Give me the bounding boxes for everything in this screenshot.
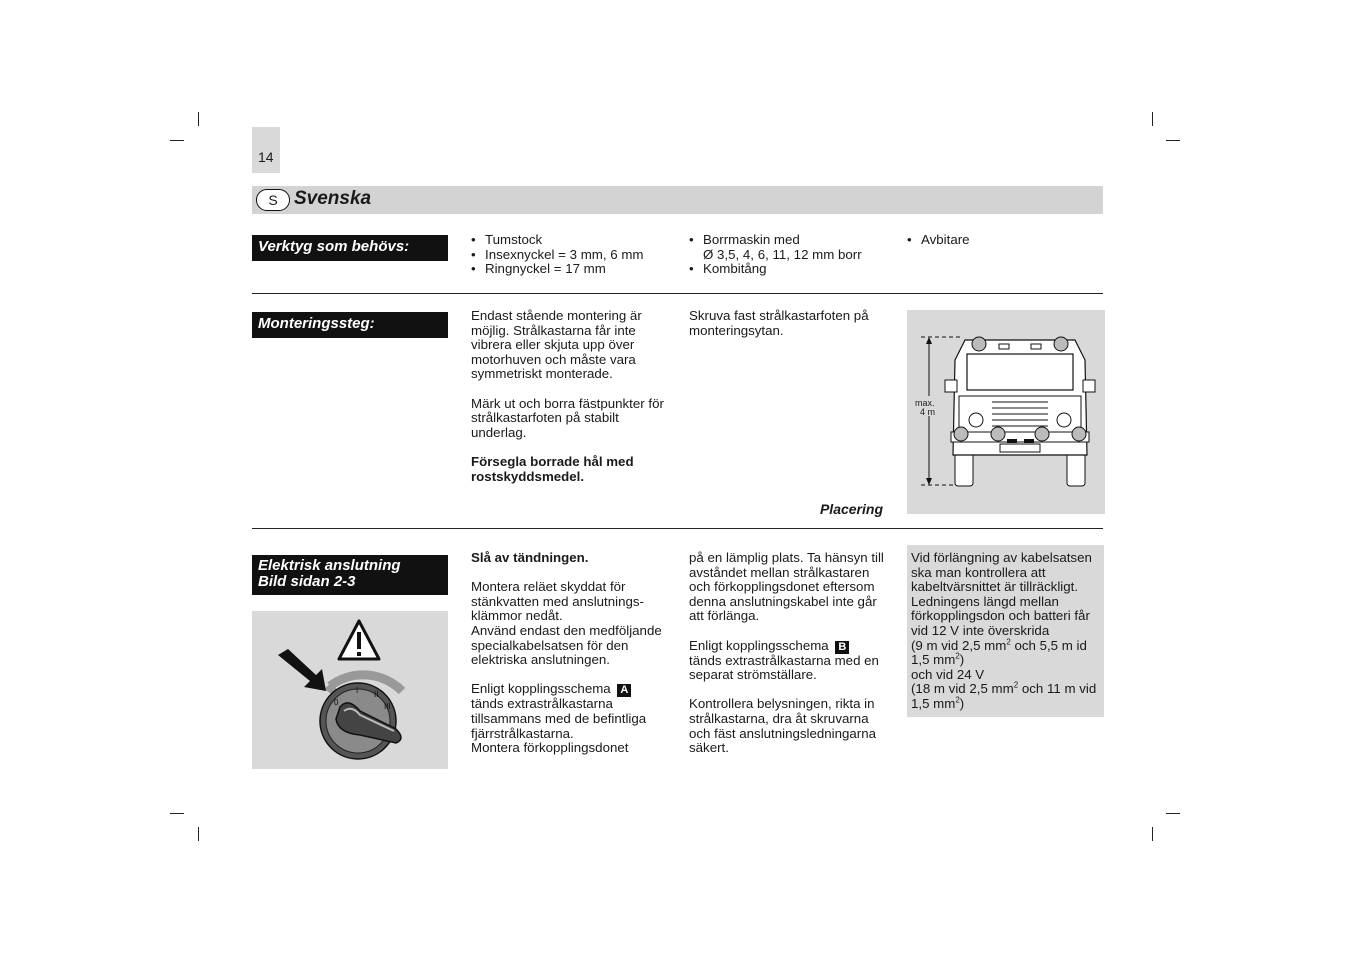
exponent: 2	[955, 651, 960, 661]
mounting-paragraph: Skruva fast strålkastarfoten på monteringsytan.	[689, 308, 869, 338]
tools-list-2	[689, 233, 894, 277]
vehicle-figure	[907, 310, 1105, 514]
list-item: • Tumstock	[471, 233, 671, 248]
electrical-paragraph: Kontrollera belysningen, rikta in strålkastarna, dra åt skruvarna och fäst anslutningsledningarna säkert.	[689, 696, 877, 756]
text-fragment: (9 m vid 2,5 mm	[911, 637, 1007, 653]
section-divider	[252, 293, 1103, 294]
electrical-label-line2: Bild sidan 2-3	[258, 573, 356, 590]
electrical-text-col2	[689, 551, 889, 770]
mounting-warning: Försegla borrade hål med rostskyddsmedel.	[471, 453, 634, 484]
text-fragment: )	[959, 695, 965, 711]
tools-list-1	[471, 233, 671, 277]
text-fragment: och 5,5 m id 1,5 mm	[911, 637, 1087, 668]
tools-label: Verktyg som behövs:	[252, 235, 448, 261]
list-item: • Kombitång	[689, 262, 894, 277]
ignition-switch-illustration	[252, 611, 448, 769]
electrical-paragraph: Montera reläet skyddat för stänkvatten med anslutnings-klämmor nedåt. Använd endast den medföljande specialkabelsatsen för den elektriska anslutningen.	[471, 579, 662, 668]
text-fragment: och 11 m vid 1,5 mm	[911, 681, 1097, 711]
list-item: • Borrmaskin med Ø 3,5, 4, 6, 11, 12 mm borr	[689, 233, 894, 262]
switch-label: II	[374, 690, 379, 699]
ignition-switch-figure	[252, 611, 448, 769]
crop-mark	[170, 813, 184, 814]
text-fragment: Enligt kopplingsschema	[689, 637, 829, 653]
switch-label: 0	[334, 698, 339, 707]
language-bar	[252, 186, 1103, 214]
exponent: 2	[1006, 637, 1011, 647]
figure-caption: Placering	[819, 501, 883, 517]
mounting-text-col1	[471, 309, 666, 499]
electrical-label-line1: Elektrisk anslutning	[258, 557, 401, 574]
crop-mark	[198, 827, 199, 841]
electrical-label	[252, 555, 448, 595]
text-fragment: tänds extrastrålkastarna med en separat strömställare.	[689, 652, 879, 683]
switch-label: I	[356, 686, 359, 695]
note-12v	[911, 639, 1100, 668]
text-fragment: Enligt kopplingsschema	[471, 681, 611, 697]
mounting-label: Monteringssteg:	[252, 312, 448, 338]
crop-mark	[1166, 813, 1180, 814]
language-code-badge: S	[256, 189, 290, 211]
note-24v	[911, 682, 1100, 711]
electrical-paragraph	[689, 639, 889, 683]
list-item: • Ringnyckel = 17 mm	[471, 262, 671, 277]
text-fragment: )	[959, 652, 965, 668]
electrical-paragraph	[471, 682, 671, 755]
tools-list-3	[907, 233, 1097, 248]
diagram-key-a: A	[617, 684, 631, 697]
electrical-paragraph: på en lämplig plats. Ta hänsyn till avståndet mellan strålkastaren och förkopplingsdonet eftersom denna anslutningskabel inte går att förlänga.	[689, 550, 884, 624]
warning-icon	[339, 621, 379, 659]
exponent: 2	[955, 695, 960, 705]
vehicle-front-illustration	[907, 310, 1105, 514]
language-title: Svenska	[294, 188, 372, 209]
height-value: 4 m	[920, 407, 936, 417]
mounting-paragraph: Märk ut och borra fästpunkter för strålkastarfoten på stabilt underlag.	[471, 395, 664, 440]
crop-mark	[1152, 112, 1153, 126]
page-number: 14	[258, 149, 274, 165]
text-fragment: (18 m vid 2,5 mm	[911, 681, 1014, 697]
cable-note-box	[907, 545, 1104, 717]
switch-label: III	[384, 702, 391, 711]
mounting-paragraph: Endast stående montering är möjlig. Strålkastarna får inte vibrera eller skjuta upp över motorhuven och måste vara symmetriskt monterade.	[471, 308, 642, 382]
crop-mark	[1152, 827, 1153, 841]
exponent: 2	[1013, 680, 1019, 690]
crop-mark	[198, 112, 199, 126]
list-item: • Insexnyckel = 3 mm, 6 mm	[471, 248, 671, 263]
list-item: • Avbitare	[907, 233, 1097, 248]
mounting-text-col2	[689, 309, 889, 353]
electrical-heading: Slå av tändningen.	[471, 550, 589, 565]
section-divider	[252, 528, 1103, 529]
electrical-text-col1	[471, 551, 671, 770]
height-label: max.	[915, 398, 935, 408]
text-fragment: tänds extrastrålkastarna tillsammans med de befintliga fjärrstrålkastarna. Montera förkopplingsdonet	[471, 696, 647, 756]
diagram-key-b: B	[835, 641, 849, 654]
crop-mark	[1166, 140, 1180, 141]
note-mid: och vid 24 V	[911, 666, 985, 682]
note-text: Vid förlängning av kabelsatsen ska man kontrollera att kabeltvärsnittet är tillräckligt. Ledningens längd mellan förkopplingsdon och batteri får vid 12 V inte överskrida	[911, 550, 1092, 638]
crop-mark	[170, 140, 184, 141]
